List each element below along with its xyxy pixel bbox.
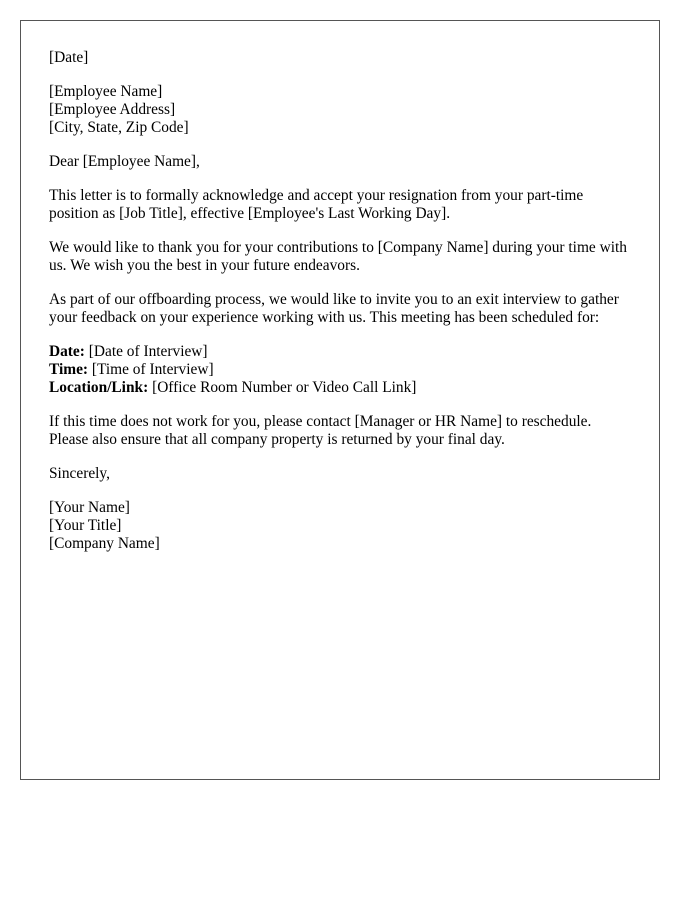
recipient-address: [Employee Address] — [49, 101, 176, 118]
recipient-city-state-zip: [City, State, Zip Code] — [49, 119, 189, 136]
closing: Sincerely, — [49, 465, 110, 482]
interview-location-value: [Office Room Number or Video Call Link] — [148, 379, 417, 396]
interview-time-value: [Time of Interview] — [88, 361, 214, 378]
paragraph-exit-interview: As part of our offboarding process, we would like to invite you to an exit interview to gather your feedback on your experience working with us. This meeting has been scheduled for: — [49, 291, 619, 326]
interview-location-label: Location/Link: — [49, 379, 149, 396]
recipient-address-block — [49, 83, 631, 137]
interview-time-label: Time: — [49, 361, 89, 378]
letter-page — [20, 20, 660, 780]
date-text: [Date] — [49, 49, 89, 66]
paragraph-acknowledgement: This letter is to formally acknowledge and accept your resignation from your part-time position as [Job Title], effective [Employee's Last Working Day]. — [49, 187, 584, 222]
paragraph-thanks: We would like to thank you for your contributions to [Company Name] during your time with us. We wish you the best in your future endeavors. — [49, 239, 627, 274]
signature-title: [Your Title] — [49, 517, 122, 534]
interview-location-line — [49, 379, 631, 397]
signature-name: [Your Name] — [49, 499, 130, 516]
letter-date — [49, 49, 631, 67]
interview-details — [49, 343, 631, 397]
salutation: Dear [Employee Name], — [49, 153, 200, 170]
interview-date-label: Date: — [49, 343, 85, 360]
recipient-name: [Employee Name] — [49, 83, 163, 100]
interview-time-line — [49, 361, 631, 379]
signature-block — [49, 499, 631, 553]
paragraph-reschedule: If this time does not work for you, please contact [Manager or HR Name] to reschedule. Please also ensure that all company property is returned by your final day. — [49, 413, 592, 448]
interview-date-line — [49, 343, 631, 361]
interview-date-value: [Date of Interview] — [84, 343, 208, 360]
signature-company: [Company Name] — [49, 535, 160, 552]
